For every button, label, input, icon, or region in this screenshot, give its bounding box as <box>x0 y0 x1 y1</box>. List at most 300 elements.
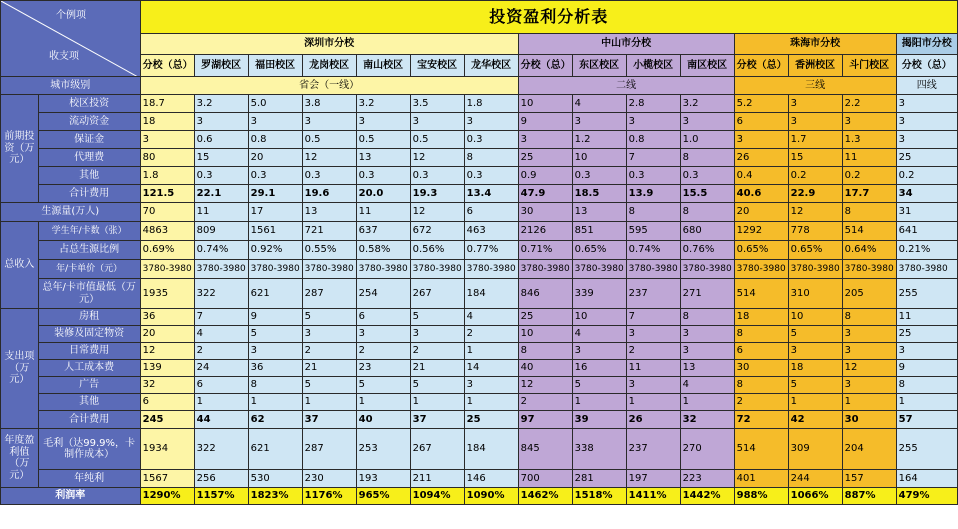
table-cell: 3780-3980 <box>140 260 194 279</box>
table-cell: 322 <box>194 279 248 309</box>
table-cell: 62 <box>248 411 302 429</box>
table-cell: 13.4 <box>464 185 518 203</box>
table-cell: 39 <box>572 411 626 429</box>
table-cell: 13 <box>572 203 626 222</box>
table-cell: 1567 <box>140 470 194 488</box>
table-cell: 5 <box>302 309 356 326</box>
table-cell: 5 <box>572 377 626 394</box>
table-cell: 6 <box>356 309 410 326</box>
table-cell: 3780-3980 <box>464 260 518 279</box>
table-cell: 11 <box>842 149 896 167</box>
table-cell: 5 <box>302 377 356 394</box>
table-cell: 18.7 <box>140 95 194 113</box>
table-cell: 3 <box>626 326 680 343</box>
table-cell: 0.55% <box>302 241 356 260</box>
table-cell: 30 <box>842 411 896 429</box>
table-cell: 3780-3980 <box>572 260 626 279</box>
row-label: 学生年/卡数（张） <box>38 222 140 241</box>
table-cell: 309 <box>788 429 842 470</box>
table-cell: 255 <box>896 429 957 470</box>
row-label: 占总生源比例 <box>38 241 140 260</box>
table-cell: 3 <box>842 326 896 343</box>
table-cell: 338 <box>572 429 626 470</box>
table-cell: 24 <box>194 360 248 377</box>
table-cell: 3 <box>626 377 680 394</box>
table-cell: 270 <box>680 429 734 470</box>
school-header: 东区校区 <box>572 55 626 77</box>
table-cell: 3.2 <box>356 95 410 113</box>
table-cell: 0.3 <box>680 167 734 185</box>
table-cell: 0.3 <box>248 167 302 185</box>
table-cell: 3780-3980 <box>248 260 302 279</box>
table-cell: 401 <box>734 470 788 488</box>
school-header-row <box>1 55 958 77</box>
table-cell: 595 <box>626 222 680 241</box>
table-cell: 4 <box>680 377 734 394</box>
table-cell: 2126 <box>518 222 572 241</box>
table-cell: 211 <box>410 470 464 488</box>
table-cell: 70 <box>140 203 194 222</box>
table-cell: 0.65% <box>734 241 788 260</box>
table-cell: 16 <box>572 360 626 377</box>
table-cell: 184 <box>464 279 518 309</box>
table-cell: 3.2 <box>194 95 248 113</box>
table-cell: 4863 <box>140 222 194 241</box>
table-row <box>1 470 958 488</box>
table-cell: 244 <box>788 470 842 488</box>
table-cell: 5.2 <box>734 95 788 113</box>
table-cell: 6 <box>464 203 518 222</box>
table-cell: 13.9 <box>626 185 680 203</box>
table-row <box>1 131 958 149</box>
table-cell: 2 <box>518 394 572 411</box>
table-cell: 3 <box>842 343 896 360</box>
profit-rate-row <box>1 488 958 505</box>
profit-rate-cell: 1090% <box>464 488 518 505</box>
table-cell: 0.69% <box>140 241 194 260</box>
table-row <box>1 260 958 279</box>
table-cell: 1 <box>842 394 896 411</box>
table-cell: 32 <box>680 411 734 429</box>
table-cell: 0.76% <box>680 241 734 260</box>
table-cell: 514 <box>734 429 788 470</box>
table-cell: 0.5 <box>356 131 410 149</box>
table-cell: 1 <box>572 394 626 411</box>
table-cell: 23 <box>356 360 410 377</box>
table-cell: 0.6 <box>194 131 248 149</box>
table-cell: 3.8 <box>302 95 356 113</box>
table-cell: 637 <box>356 222 410 241</box>
table-cell: 3 <box>248 343 302 360</box>
table-cell: 3780-3980 <box>788 260 842 279</box>
table-cell: 25 <box>896 149 957 167</box>
table-cell: 0.65% <box>572 241 626 260</box>
table-cell: 0.9 <box>518 167 572 185</box>
table-cell: 44 <box>194 411 248 429</box>
table-cell: 3.5 <box>410 95 464 113</box>
city-header-zhongshan: 中山市分校 <box>518 34 734 55</box>
table-cell: 12 <box>842 360 896 377</box>
profit-rate-cell: 1066% <box>788 488 842 505</box>
group-label: 支出项（万元） <box>1 309 39 429</box>
table-cell: 310 <box>788 279 842 309</box>
table-cell: 10 <box>518 326 572 343</box>
table-cell: 851 <box>572 222 626 241</box>
table-cell: 37 <box>302 411 356 429</box>
table-cell: 37 <box>410 411 464 429</box>
table-cell: 3 <box>410 326 464 343</box>
table-cell: 36 <box>248 360 302 377</box>
table-cell: 10 <box>788 309 842 326</box>
row-label: 其他 <box>38 167 140 185</box>
profit-rate-cell: 1442% <box>680 488 734 505</box>
table-cell: 1 <box>464 394 518 411</box>
table-cell: 9 <box>248 309 302 326</box>
table-cell: 1561 <box>248 222 302 241</box>
table-cell: 13 <box>356 149 410 167</box>
table-cell: 12 <box>302 149 356 167</box>
table-cell: 4 <box>572 95 626 113</box>
table-cell: 1.2 <box>572 131 626 149</box>
table-cell: 1 <box>680 394 734 411</box>
table-cell: 0.71% <box>518 241 572 260</box>
tier-zhongshan: 二线 <box>518 77 734 95</box>
table-cell: 19.6 <box>302 185 356 203</box>
table-cell: 621 <box>248 429 302 470</box>
table-cell: 5 <box>410 377 464 394</box>
table-cell: 287 <box>302 279 356 309</box>
table-cell: 6 <box>734 113 788 131</box>
table-cell: 514 <box>842 222 896 241</box>
table-cell: 1 <box>302 394 356 411</box>
table-cell: 3 <box>464 113 518 131</box>
city-header-jieyang: 揭阳市分校 <box>896 34 957 55</box>
table-cell: 30 <box>734 360 788 377</box>
table-cell: 12 <box>518 377 572 394</box>
table-cell: 463 <box>464 222 518 241</box>
table-cell: 3780-3980 <box>356 260 410 279</box>
table-cell: 19.3 <box>410 185 464 203</box>
table-cell: 0.3 <box>464 131 518 149</box>
profit-rate-cell: 479% <box>896 488 957 505</box>
table-cell: 193 <box>356 470 410 488</box>
table-cell: 12 <box>788 203 842 222</box>
profit-rate-cell: 1176% <box>302 488 356 505</box>
table-cell: 8 <box>464 149 518 167</box>
table-cell: 2 <box>356 343 410 360</box>
row-label: 合计费用 <box>38 411 140 429</box>
tier-jieyang: 四线 <box>896 77 957 95</box>
table-cell: 0.2 <box>788 167 842 185</box>
table-cell: 72 <box>734 411 788 429</box>
group-label: 年度盈利值（万元） <box>1 429 39 488</box>
table-cell: 0.3 <box>194 167 248 185</box>
table-cell: 5 <box>788 326 842 343</box>
table-cell: 254 <box>356 279 410 309</box>
table-cell: 17 <box>248 203 302 222</box>
table-cell: 3 <box>572 343 626 360</box>
table-cell: 3 <box>356 113 410 131</box>
city-level-label: 城市级别 <box>1 77 141 95</box>
table-cell: 21 <box>302 360 356 377</box>
row-label: 年纯利 <box>38 470 140 488</box>
table-cell: 3780-3980 <box>518 260 572 279</box>
table-cell: 204 <box>842 429 896 470</box>
table-cell: 8 <box>680 309 734 326</box>
table-cell: 1.8 <box>140 167 194 185</box>
table-cell: 3 <box>626 113 680 131</box>
table-cell: 3 <box>896 113 957 131</box>
profit-rate-cell: 1823% <box>248 488 302 505</box>
table-cell: 1.7 <box>788 131 842 149</box>
table-cell: 10 <box>572 149 626 167</box>
table-cell: 271 <box>680 279 734 309</box>
table-cell: 322 <box>194 429 248 470</box>
table-row <box>1 309 958 326</box>
table-cell: 184 <box>464 429 518 470</box>
table-cell: 0.64% <box>842 241 896 260</box>
table-cell: 237 <box>626 279 680 309</box>
city-header-shenzhen: 深圳市分校 <box>140 34 518 55</box>
table-cell: 30 <box>518 203 572 222</box>
table-cell: 12 <box>410 203 464 222</box>
table-cell: 3 <box>194 113 248 131</box>
table-row <box>1 411 958 429</box>
table-cell: 22.9 <box>788 185 842 203</box>
table-cell: 2 <box>194 343 248 360</box>
table-cell: 267 <box>410 279 464 309</box>
table-cell: 0.74% <box>626 241 680 260</box>
table-cell: 15.5 <box>680 185 734 203</box>
table-cell: 1.3 <box>842 131 896 149</box>
corner-bottom-label: 收支项 <box>49 51 79 62</box>
table-row <box>1 377 958 394</box>
table-cell: 237 <box>626 429 680 470</box>
row-label: 生源量(万人) <box>1 203 141 222</box>
table-cell: 29.1 <box>248 185 302 203</box>
school-header: 龙华校区 <box>464 55 518 77</box>
table-cell: 97 <box>518 411 572 429</box>
table-cell: 12 <box>410 149 464 167</box>
table-cell: 0.8 <box>626 131 680 149</box>
table-cell: 42 <box>788 411 842 429</box>
table-cell: 1292 <box>734 222 788 241</box>
table-cell: 700 <box>518 470 572 488</box>
table-cell: 7 <box>626 149 680 167</box>
school-header: 宝安校区 <box>410 55 464 77</box>
table-cell: 287 <box>302 429 356 470</box>
table-cell: 245 <box>140 411 194 429</box>
table-cell: 40.6 <box>734 185 788 203</box>
profit-rate-cell: 887% <box>842 488 896 505</box>
table-cell: 3 <box>680 326 734 343</box>
table-cell: 20 <box>734 203 788 222</box>
table-cell: 22.1 <box>194 185 248 203</box>
table-cell: 3780-3980 <box>842 260 896 279</box>
table-cell: 721 <box>302 222 356 241</box>
table-cell: 40 <box>356 411 410 429</box>
table-cell: 3780-3980 <box>896 260 957 279</box>
row-label: 房租 <box>38 309 140 326</box>
table-cell: 31 <box>896 203 957 222</box>
table-cell: 11 <box>896 309 957 326</box>
table-cell: 778 <box>788 222 842 241</box>
profit-rate-cell: 1411% <box>626 488 680 505</box>
tier-shenzhen: 省会（一线） <box>140 77 518 95</box>
table-cell: 36 <box>140 309 194 326</box>
table-cell: 3 <box>788 113 842 131</box>
group-label: 总收入 <box>1 222 39 309</box>
table-cell: 641 <box>896 222 957 241</box>
table-cell: 3 <box>248 113 302 131</box>
table-cell: 0.5 <box>410 131 464 149</box>
table-cell: 0.74% <box>194 241 248 260</box>
row-label: 广告 <box>38 377 140 394</box>
table-cell: 6 <box>194 377 248 394</box>
table-cell: 10 <box>572 309 626 326</box>
table-row <box>1 113 958 131</box>
row-label: 装修及固定物资 <box>38 326 140 343</box>
table-cell: 5.0 <box>248 95 302 113</box>
school-header: 分校（总） <box>896 55 957 77</box>
table-cell: 17.7 <box>842 185 896 203</box>
table-cell: 4 <box>464 309 518 326</box>
table-row <box>1 343 958 360</box>
table-cell: 0.2 <box>842 167 896 185</box>
profit-rate-cell: 988% <box>734 488 788 505</box>
school-header: 分校（总） <box>518 55 572 77</box>
table-cell: 20 <box>140 326 194 343</box>
school-header: 南区校区 <box>680 55 734 77</box>
table-cell: 339 <box>572 279 626 309</box>
table-cell: 1 <box>464 343 518 360</box>
profit-rate-label: 利润率 <box>1 488 141 505</box>
table-cell: 2 <box>302 343 356 360</box>
table-row <box>1 279 958 309</box>
table-row <box>1 429 958 470</box>
table-cell: 680 <box>680 222 734 241</box>
table-cell: 3780-3980 <box>626 260 680 279</box>
table-cell: 0.58% <box>356 241 410 260</box>
school-header: 福田校区 <box>248 55 302 77</box>
table-row <box>1 326 958 343</box>
table-cell: 0.21% <box>896 241 957 260</box>
table-cell: 25 <box>464 411 518 429</box>
table-cell: 8 <box>680 203 734 222</box>
table-cell: 3 <box>302 326 356 343</box>
table-cell: 20.0 <box>356 185 410 203</box>
table-cell: 3 <box>140 131 194 149</box>
row-label: 人工成本费 <box>38 360 140 377</box>
table-cell: 15 <box>788 149 842 167</box>
table-cell: 0.56% <box>410 241 464 260</box>
table-cell: 3 <box>896 343 957 360</box>
table-cell: 25 <box>896 326 957 343</box>
table-cell: 281 <box>572 470 626 488</box>
table-cell: 8 <box>518 343 572 360</box>
table-cell: 10 <box>518 95 572 113</box>
table-row <box>1 203 958 222</box>
table-cell: 1 <box>896 394 957 411</box>
table-cell: 1 <box>356 394 410 411</box>
table-cell: 139 <box>140 360 194 377</box>
table-row <box>1 394 958 411</box>
table-cell: 205 <box>842 279 896 309</box>
row-label: 保证金 <box>38 131 140 149</box>
row-label: 代理费 <box>38 149 140 167</box>
table-cell: 197 <box>626 470 680 488</box>
table-cell: 26 <box>734 149 788 167</box>
table-cell: 3780-3980 <box>302 260 356 279</box>
school-header: 分校（总） <box>140 55 194 77</box>
table-cell: 5 <box>356 377 410 394</box>
table-cell: 18 <box>140 113 194 131</box>
table-cell: 1 <box>410 394 464 411</box>
table-cell: 13 <box>680 360 734 377</box>
table-cell: 2 <box>410 343 464 360</box>
table-cell: 846 <box>518 279 572 309</box>
table-cell: 1 <box>248 394 302 411</box>
table-row <box>1 222 958 241</box>
school-header: 分校（总） <box>734 55 788 77</box>
table-cell: 18.5 <box>572 185 626 203</box>
row-label: 合计费用 <box>38 185 140 203</box>
table-cell: 8 <box>896 377 957 394</box>
table-cell: 2 <box>734 394 788 411</box>
row-label: 总年/卡市值最低（万元） <box>38 279 140 309</box>
table-cell: 223 <box>680 470 734 488</box>
table-cell: 164 <box>896 470 957 488</box>
table-cell: 3 <box>302 113 356 131</box>
table-cell: 3 <box>788 343 842 360</box>
table-cell: 12 <box>140 343 194 360</box>
table-title: 投资盈利分析表 <box>140 1 957 34</box>
table-cell: 3780-3980 <box>680 260 734 279</box>
table-cell: 26 <box>626 411 680 429</box>
school-header: 罗湖校区 <box>194 55 248 77</box>
table-cell: 7 <box>626 309 680 326</box>
table-cell: 11 <box>356 203 410 222</box>
table-row <box>1 167 958 185</box>
table-cell: 3 <box>410 113 464 131</box>
table-cell: 3 <box>518 131 572 149</box>
table-cell: 0.8 <box>248 131 302 149</box>
row-label: 日常费用 <box>38 343 140 360</box>
profit-rate-cell: 1290% <box>140 488 194 505</box>
table-cell: 8 <box>842 203 896 222</box>
table-cell: 845 <box>518 429 572 470</box>
table-cell: 267 <box>410 429 464 470</box>
table-cell: 1 <box>194 394 248 411</box>
table-cell: 672 <box>410 222 464 241</box>
table-cell: 0.2 <box>896 167 957 185</box>
table-cell: 3.2 <box>680 95 734 113</box>
table-cell: 0.3 <box>356 167 410 185</box>
table-cell: 621 <box>248 279 302 309</box>
school-header: 香洲校区 <box>788 55 842 77</box>
table-cell: 40 <box>518 360 572 377</box>
table-cell: 0.5 <box>302 131 356 149</box>
table-row <box>1 185 958 203</box>
table-cell: 21 <box>410 360 464 377</box>
table-cell: 9 <box>518 113 572 131</box>
table-cell: 255 <box>896 279 957 309</box>
profit-rate-cell: 1518% <box>572 488 626 505</box>
table-cell: 18 <box>734 309 788 326</box>
table-cell: 146 <box>464 470 518 488</box>
table-cell: 13 <box>302 203 356 222</box>
table-cell: 0.3 <box>626 167 680 185</box>
